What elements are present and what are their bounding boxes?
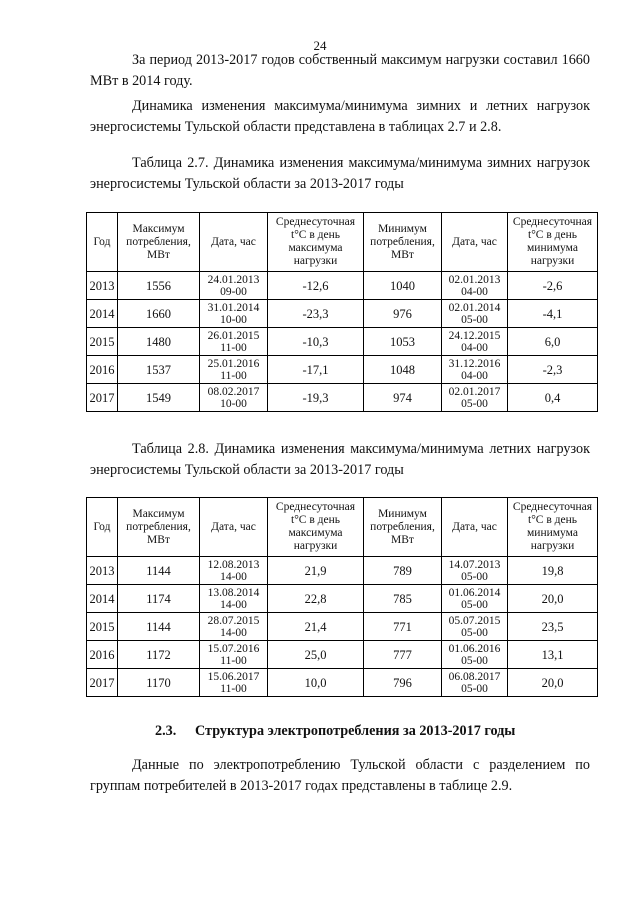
summer-loads-table bbox=[86, 497, 598, 697]
cell-min-datetime-min-date: 02.01.2013 bbox=[448, 273, 501, 286]
intro-paragraph-2: Динамика изменения максимума/минимума зимних и летних нагрузок энергосистемы Тульской области представлена в таблицах 2.7 и 2.8. bbox=[90, 98, 590, 135]
cell-temp-min-temp-min: 19,8 bbox=[541, 563, 564, 578]
cell-year bbox=[87, 557, 118, 585]
cell-min-datetime-min-hour: 05-00 bbox=[461, 598, 488, 611]
table-row bbox=[87, 613, 598, 641]
section-heading bbox=[155, 723, 515, 740]
cell-temp-max-temp-max: 22,8 bbox=[304, 591, 327, 606]
cell-temp-min bbox=[508, 585, 598, 613]
header-temp-min: Среднесуточная t°С в день минимума нагрузки bbox=[508, 213, 598, 272]
cell-max-datetime-max-date: 28.07.2015 bbox=[207, 614, 260, 627]
cell-min-datetime bbox=[442, 300, 508, 328]
cell-max-datetime-max-date: 24.01.2013 bbox=[207, 273, 260, 286]
cell-temp-min bbox=[508, 613, 598, 641]
header-temp-min: Среднесуточная t°С в день минимума нагрузки bbox=[508, 498, 598, 557]
table-header-row bbox=[87, 213, 598, 272]
cell-min-min: 1040 bbox=[390, 278, 415, 293]
section-paragraph: Данные по электропотреблению Тульской области с разделением по группам потребителей в 2013-2017 годах представлены в таблице 2.9. bbox=[90, 757, 590, 794]
cell-min-datetime-min-hour: 05-00 bbox=[461, 313, 488, 326]
cell-temp-max bbox=[268, 585, 364, 613]
header-max: Максимум потребления, МВт bbox=[118, 213, 200, 272]
cell-temp-min-temp-min: -4,1 bbox=[542, 306, 563, 321]
cell-max-datetime-max-date: 15.07.2016 bbox=[207, 642, 260, 655]
cell-max-max: 1549 bbox=[146, 390, 171, 405]
cell-max-max: 1144 bbox=[146, 619, 171, 634]
cell-temp-max bbox=[268, 384, 364, 412]
cell-min-datetime-min-hour: 04-00 bbox=[461, 285, 488, 298]
cell-min bbox=[364, 613, 442, 641]
cell-max-datetime-max-date: 08.02.2017 bbox=[207, 385, 260, 398]
cell-year bbox=[87, 384, 118, 412]
cell-temp-max bbox=[268, 669, 364, 697]
cell-min-datetime bbox=[442, 328, 508, 356]
table-row bbox=[87, 328, 598, 356]
cell-temp-max-temp-max: -19,3 bbox=[302, 390, 329, 405]
cell-year-year: 2016 bbox=[89, 647, 115, 662]
cell-year bbox=[87, 613, 118, 641]
cell-temp-max bbox=[268, 641, 364, 669]
cell-max-datetime bbox=[200, 669, 268, 697]
header-temp-max: Среднесуточная t°С в день максимума нагрузки bbox=[268, 213, 364, 272]
cell-max-datetime-max-hour: 11-00 bbox=[220, 341, 247, 354]
cell-min-datetime-min-date: 02.01.2014 bbox=[448, 301, 501, 314]
header-date: Дата, час bbox=[200, 213, 268, 272]
cell-temp-min-temp-min: 13,1 bbox=[541, 647, 564, 662]
cell-max bbox=[118, 557, 200, 585]
section-number: 2.3. bbox=[155, 723, 177, 739]
cell-temp-min-temp-min: -2,3 bbox=[542, 362, 563, 377]
cell-min bbox=[364, 356, 442, 384]
cell-year bbox=[87, 669, 118, 697]
cell-max bbox=[118, 300, 200, 328]
cell-temp-min bbox=[508, 272, 598, 300]
cell-temp-max bbox=[268, 328, 364, 356]
cell-min bbox=[364, 557, 442, 585]
table-2-8-caption: Таблица 2.8. Динамика изменения максимума/минимума летних нагрузок энергосистемы Тульской области за 2013-2017 годы bbox=[90, 441, 590, 478]
cell-min-datetime-min-date: 31.12.2016 bbox=[448, 357, 501, 370]
cell-min bbox=[364, 641, 442, 669]
cell-year-year: 2016 bbox=[89, 362, 115, 377]
cell-temp-min-temp-min: 20,0 bbox=[541, 591, 564, 606]
cell-temp-max bbox=[268, 300, 364, 328]
cell-temp-max bbox=[268, 272, 364, 300]
cell-min-min: 796 bbox=[393, 675, 412, 690]
cell-min-datetime bbox=[442, 384, 508, 412]
intro-paragraph-1: За период 2013-2017 годов собственный максимум нагрузки составил 1660 МВт в 2014 году. bbox=[90, 52, 590, 89]
cell-min-min: 777 bbox=[393, 647, 412, 662]
cell-max-datetime-max-date: 15.06.2017 bbox=[207, 670, 260, 683]
cell-temp-max bbox=[268, 613, 364, 641]
cell-year-year: 2017 bbox=[89, 390, 115, 405]
table-body bbox=[87, 272, 598, 412]
table-row bbox=[87, 272, 598, 300]
cell-max-datetime bbox=[200, 300, 268, 328]
winter-loads-table bbox=[86, 212, 598, 412]
table-row bbox=[87, 669, 598, 697]
cell-max-max: 1660 bbox=[146, 306, 171, 321]
cell-min-datetime-min-date: 06.08.2017 bbox=[448, 670, 501, 683]
table-row bbox=[87, 300, 598, 328]
cell-max-max: 1174 bbox=[146, 591, 171, 606]
cell-min-datetime-min-date: 01.06.2014 bbox=[448, 586, 501, 599]
cell-min-datetime-min-date: 05.07.2015 bbox=[448, 614, 501, 627]
cell-max-datetime bbox=[200, 356, 268, 384]
cell-max-datetime bbox=[200, 641, 268, 669]
cell-min-min: 1048 bbox=[390, 362, 415, 377]
cell-temp-max-temp-max: -23,3 bbox=[302, 306, 329, 321]
cell-max-max: 1537 bbox=[146, 362, 171, 377]
cell-max-datetime-max-hour: 11-00 bbox=[220, 654, 247, 667]
cell-min-datetime bbox=[442, 585, 508, 613]
cell-temp-min bbox=[508, 384, 598, 412]
cell-max-datetime-max-hour: 11-00 bbox=[220, 682, 247, 695]
cell-min bbox=[364, 384, 442, 412]
cell-temp-min-temp-min: -2,6 bbox=[542, 278, 563, 293]
table-header-row bbox=[87, 498, 598, 557]
cell-year-year: 2017 bbox=[89, 675, 115, 690]
cell-temp-min bbox=[508, 641, 598, 669]
cell-min-datetime-min-hour: 05-00 bbox=[461, 626, 488, 639]
cell-min-datetime-min-hour: 05-00 bbox=[461, 682, 488, 695]
cell-max-max: 1480 bbox=[146, 334, 171, 349]
cell-max-datetime-max-hour: 14-00 bbox=[220, 570, 247, 583]
cell-min-datetime bbox=[442, 272, 508, 300]
cell-min-datetime bbox=[442, 669, 508, 697]
cell-max-datetime bbox=[200, 585, 268, 613]
cell-min-datetime bbox=[442, 557, 508, 585]
cell-max-datetime-max-hour: 14-00 bbox=[220, 598, 247, 611]
cell-max-datetime-max-date: 26.01.2015 bbox=[207, 329, 260, 342]
cell-min-datetime-min-hour: 04-00 bbox=[461, 341, 488, 354]
cell-temp-max-temp-max: 10,0 bbox=[304, 675, 327, 690]
cell-max-datetime bbox=[200, 328, 268, 356]
cell-max-datetime bbox=[200, 613, 268, 641]
header-year: Год bbox=[87, 213, 118, 272]
header-date-min: Дата, час bbox=[442, 498, 508, 557]
cell-min-datetime-min-hour: 05-00 bbox=[461, 397, 488, 410]
cell-temp-max-temp-max: 21,4 bbox=[304, 619, 327, 634]
table-2-7-caption: Таблица 2.7. Динамика изменения максимума/минимума зимних нагрузок энергосистемы Тульской области за 2013-2017 годы bbox=[90, 155, 590, 192]
cell-temp-min-temp-min: 0,4 bbox=[544, 390, 561, 405]
header-max: Максимум потребления, МВт bbox=[118, 498, 200, 557]
header-date-min: Дата, час bbox=[442, 213, 508, 272]
cell-max bbox=[118, 669, 200, 697]
cell-temp-min-temp-min: 20,0 bbox=[541, 675, 564, 690]
cell-max-datetime-max-hour: 10-00 bbox=[220, 397, 247, 410]
cell-temp-min bbox=[508, 557, 598, 585]
table-row bbox=[87, 641, 598, 669]
cell-min-datetime bbox=[442, 613, 508, 641]
cell-max bbox=[118, 272, 200, 300]
cell-temp-min bbox=[508, 669, 598, 697]
cell-max-datetime-max-hour: 11-00 bbox=[220, 369, 247, 382]
cell-max-max: 1172 bbox=[146, 647, 171, 662]
table-row bbox=[87, 585, 598, 613]
cell-min bbox=[364, 300, 442, 328]
cell-min-datetime bbox=[442, 356, 508, 384]
cell-temp-max-temp-max: -12,6 bbox=[302, 278, 329, 293]
cell-temp-max bbox=[268, 557, 364, 585]
cell-temp-max-temp-max: 25,0 bbox=[304, 647, 327, 662]
cell-min bbox=[364, 585, 442, 613]
cell-max-datetime-max-hour: 10-00 bbox=[220, 313, 247, 326]
cell-temp-min bbox=[508, 328, 598, 356]
cell-max-datetime-max-hour: 09-00 bbox=[220, 285, 247, 298]
cell-min-min: 771 bbox=[393, 619, 412, 634]
cell-min-min: 1053 bbox=[390, 334, 415, 349]
cell-year-year: 2014 bbox=[89, 306, 115, 321]
cell-max bbox=[118, 641, 200, 669]
header-date: Дата, час bbox=[200, 498, 268, 557]
cell-max-datetime-max-hour: 14-00 bbox=[220, 626, 247, 639]
cell-max-datetime-max-date: 31.01.2014 bbox=[207, 301, 260, 314]
cell-max-max: 1144 bbox=[146, 563, 171, 578]
table-row bbox=[87, 557, 598, 585]
cell-year bbox=[87, 272, 118, 300]
cell-min-datetime-min-date: 14.07.2013 bbox=[448, 558, 501, 571]
cell-min bbox=[364, 328, 442, 356]
cell-year bbox=[87, 356, 118, 384]
cell-year bbox=[87, 585, 118, 613]
table-row bbox=[87, 384, 598, 412]
cell-min-datetime-min-hour: 05-00 bbox=[461, 570, 488, 583]
cell-year bbox=[87, 328, 118, 356]
header-temp-max: Среднесуточная t°С в день максимума нагрузки bbox=[268, 498, 364, 557]
cell-max-datetime bbox=[200, 272, 268, 300]
cell-year-year: 2013 bbox=[89, 563, 115, 578]
cell-max-max: 1556 bbox=[146, 278, 171, 293]
cell-max-datetime bbox=[200, 384, 268, 412]
header-min: Минимум потребления, МВт bbox=[364, 498, 442, 557]
cell-min-min: 974 bbox=[393, 390, 412, 405]
cell-year-year: 2013 bbox=[89, 278, 115, 293]
cell-max bbox=[118, 356, 200, 384]
cell-temp-max-temp-max: -10,3 bbox=[302, 334, 329, 349]
cell-max-max: 1170 bbox=[146, 675, 171, 690]
cell-temp-max-temp-max: -17,1 bbox=[302, 362, 329, 377]
cell-min-datetime bbox=[442, 641, 508, 669]
cell-max-datetime-max-date: 13.08.2014 bbox=[207, 586, 260, 599]
cell-temp-min bbox=[508, 300, 598, 328]
cell-max-datetime bbox=[200, 557, 268, 585]
cell-max bbox=[118, 384, 200, 412]
cell-year-year: 2014 bbox=[89, 591, 115, 606]
cell-min-min: 976 bbox=[393, 306, 412, 321]
cell-max bbox=[118, 328, 200, 356]
cell-year bbox=[87, 300, 118, 328]
cell-temp-min bbox=[508, 356, 598, 384]
table-row bbox=[87, 356, 598, 384]
cell-temp-min-temp-min: 23,5 bbox=[541, 619, 564, 634]
cell-min bbox=[364, 272, 442, 300]
cell-min-datetime-min-date: 24.12.2015 bbox=[448, 329, 501, 342]
cell-year bbox=[87, 641, 118, 669]
table-body bbox=[87, 557, 598, 697]
page-number: 24 bbox=[313, 38, 327, 53]
cell-year-year: 2015 bbox=[89, 619, 115, 634]
cell-min-datetime-min-date: 01.06.2016 bbox=[448, 642, 501, 655]
cell-min bbox=[364, 669, 442, 697]
cell-temp-max-temp-max: 21,9 bbox=[304, 563, 327, 578]
cell-temp-max bbox=[268, 356, 364, 384]
cell-min-datetime-min-hour: 04-00 bbox=[461, 369, 488, 382]
cell-year-year: 2015 bbox=[89, 334, 115, 349]
cell-max bbox=[118, 613, 200, 641]
cell-min-min: 789 bbox=[393, 563, 412, 578]
header-min: Минимум потребления, МВт bbox=[364, 213, 442, 272]
cell-max-datetime-max-date: 12.08.2013 bbox=[207, 558, 260, 571]
cell-min-min: 785 bbox=[393, 591, 412, 606]
section-title: Структура электропотребления за 2013-2017 годы bbox=[195, 723, 516, 739]
cell-max-datetime-max-date: 25.01.2016 bbox=[207, 357, 260, 370]
cell-min-datetime-min-date: 02.01.2017 bbox=[448, 385, 501, 398]
cell-temp-min-temp-min: 6,0 bbox=[544, 334, 561, 349]
cell-min-datetime-min-hour: 05-00 bbox=[461, 654, 488, 667]
header-year: Год bbox=[87, 498, 118, 557]
cell-max bbox=[118, 585, 200, 613]
